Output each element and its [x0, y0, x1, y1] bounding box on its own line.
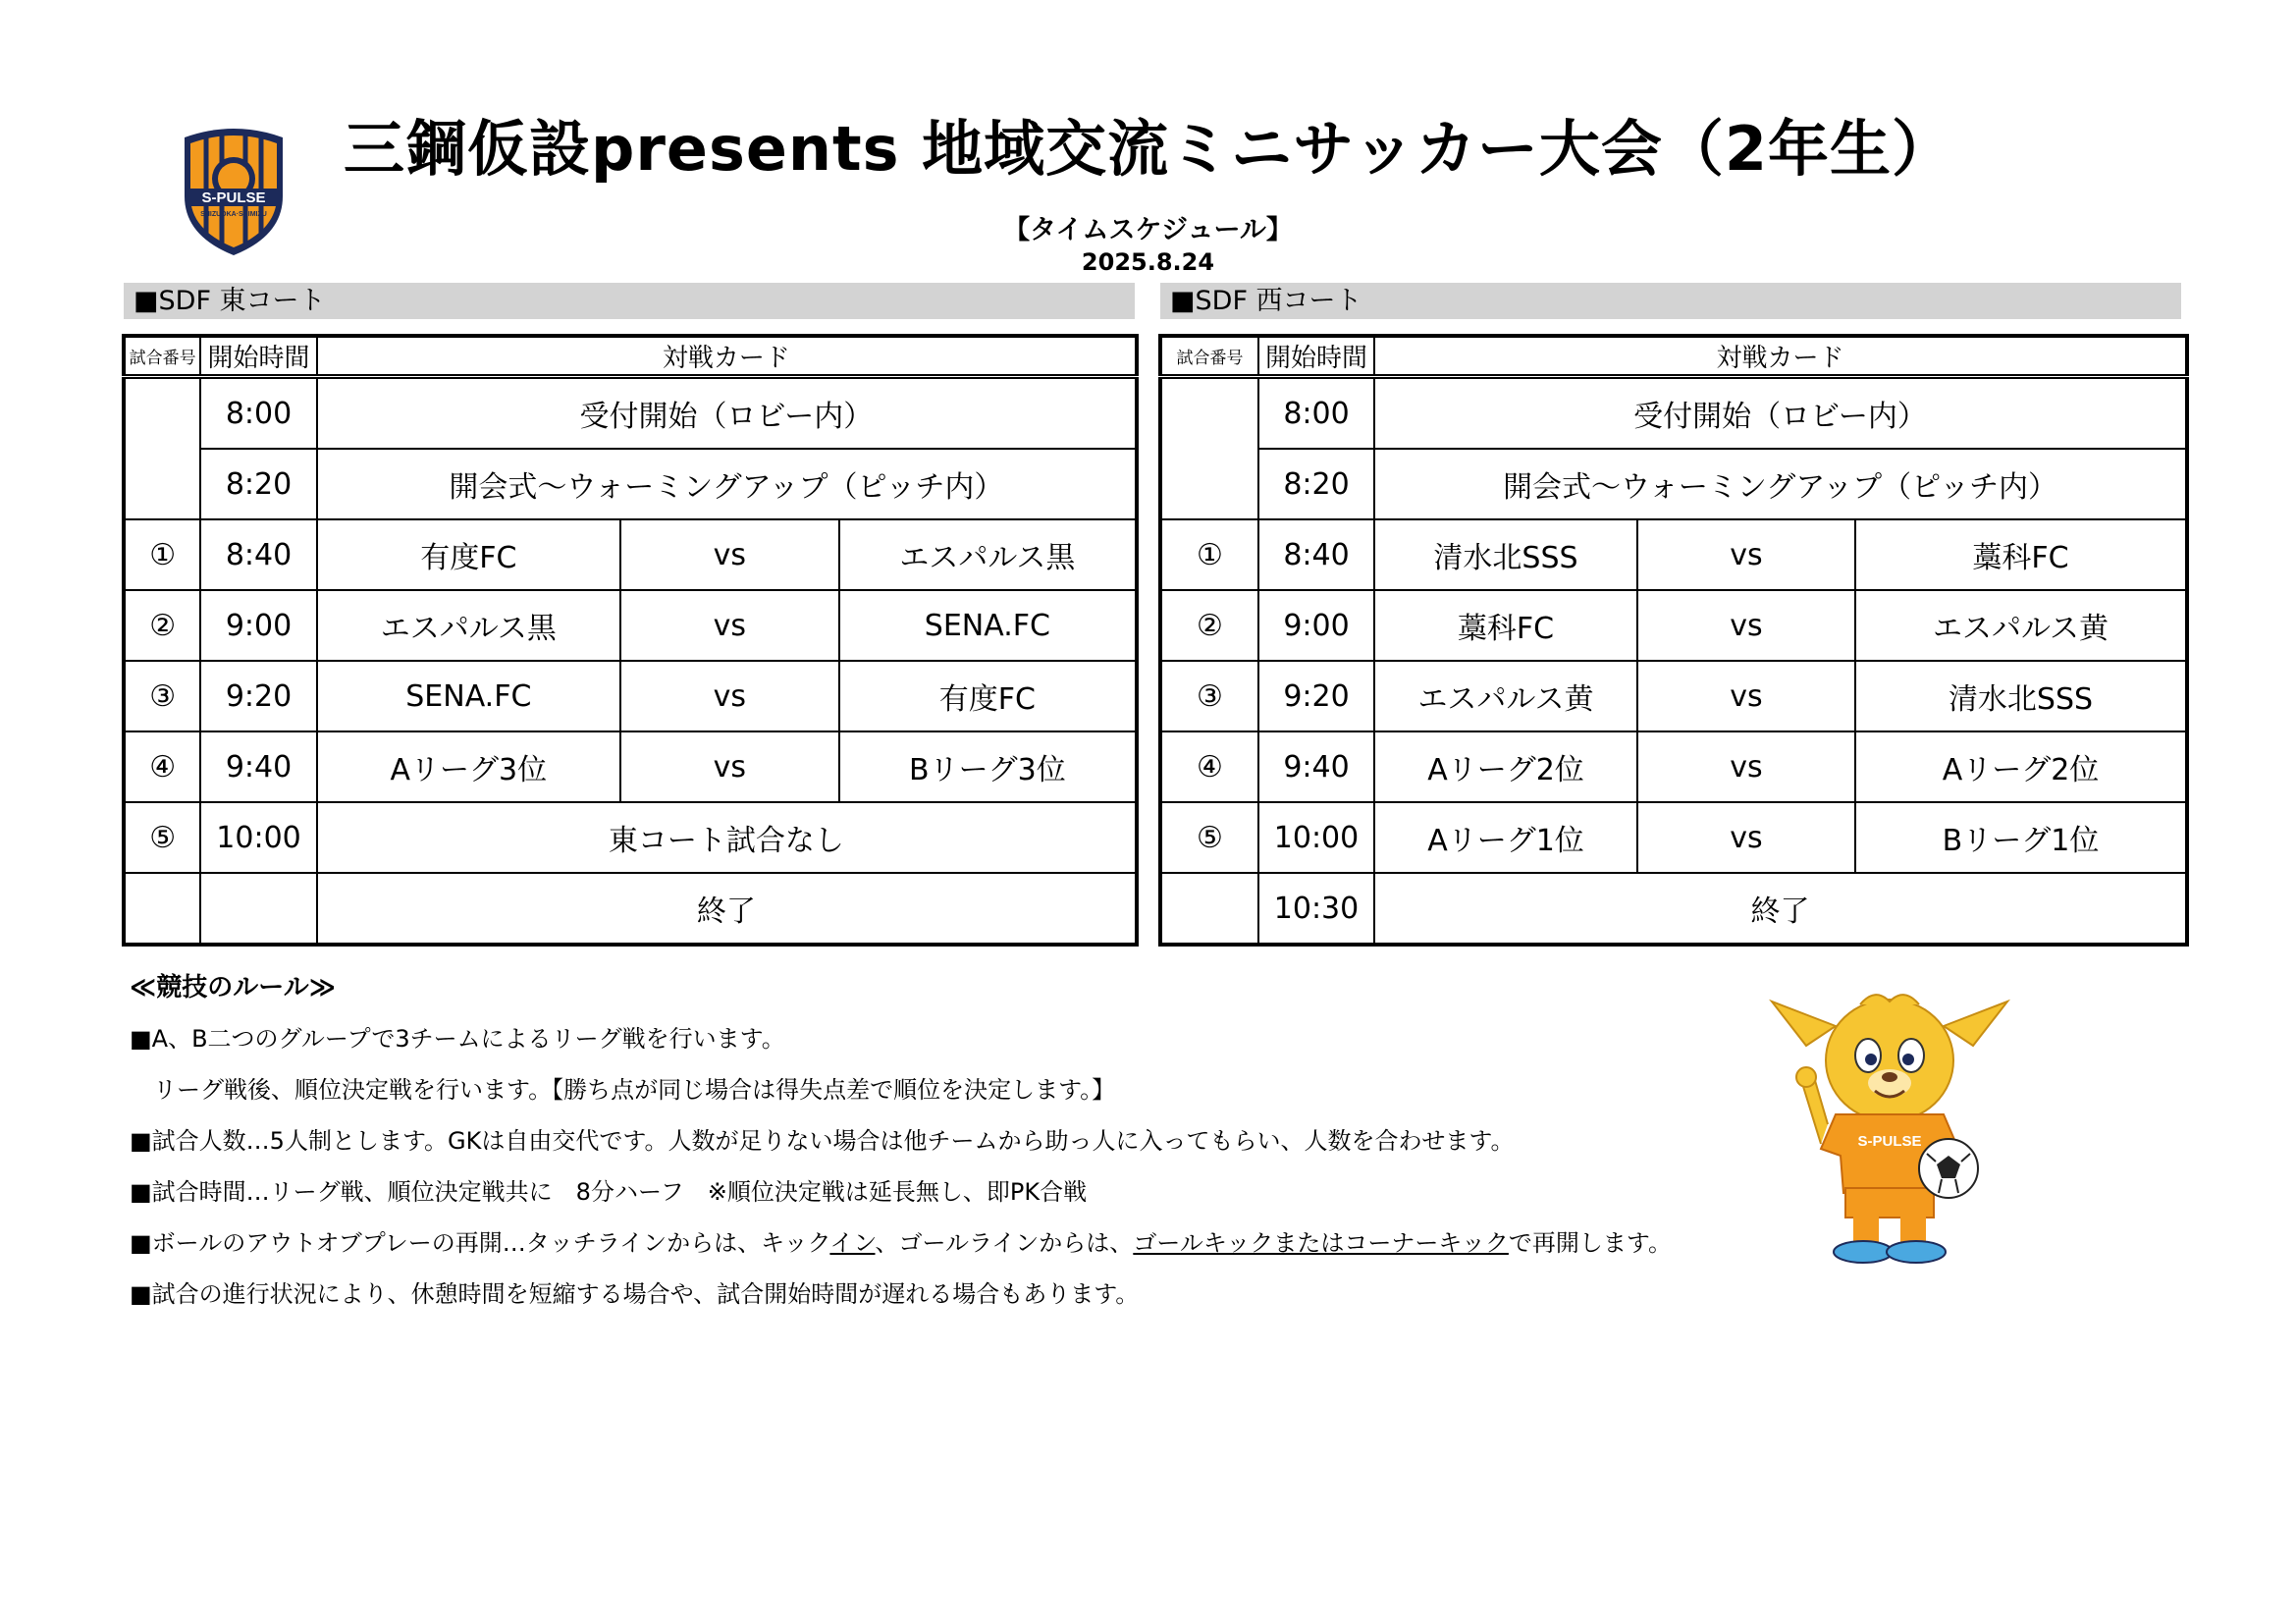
vs-cell: vs — [1637, 802, 1855, 873]
match-number-cell: ① — [1160, 519, 1258, 590]
event-cell: 開会式～ウォーミングアップ（ピッチ内） — [317, 449, 1137, 519]
svg-text:S-PULSE: S-PULSE — [1857, 1133, 1922, 1150]
header-match-card: 対戦カード — [1374, 336, 2187, 377]
time-cell: 8:40 — [1258, 519, 1374, 590]
table-row — [1160, 661, 2187, 731]
header-match-number: 試合番号 — [1160, 336, 1258, 377]
table-row — [124, 802, 1137, 873]
header-match-card: 対戦カード — [317, 336, 1137, 377]
away-team-cell: エスパルス黒 — [839, 519, 1137, 590]
away-team-cell: エスパルス黄 — [1855, 590, 2187, 661]
away-team-cell: Bリーグ1位 — [1855, 802, 2187, 873]
away-team-cell: Bリーグ3位 — [839, 731, 1137, 802]
home-team-cell: 藁科FC — [1374, 590, 1637, 661]
home-team-cell: エスパルス黒 — [317, 590, 620, 661]
rule-line: ■ボールのアウトオブプレーの再開…タッチラインからは、キックイン、ゴールラインからは、ゴールキックまたはコーナーキックで再開します。 — [130, 1229, 1672, 1257]
event-cell: 受付開始（ロビー内） — [1374, 377, 2187, 450]
match-number-cell: ③ — [1160, 661, 1258, 731]
west-schedule-table — [1158, 334, 2189, 947]
table-header-row — [124, 336, 1137, 377]
home-team-cell: Aリーグ2位 — [1374, 731, 1637, 802]
match-number-cell — [1160, 377, 1258, 520]
table-row — [124, 519, 1137, 590]
away-team-cell: SENA.FC — [839, 590, 1137, 661]
match-number-cell: ⑤ — [1160, 802, 1258, 873]
table-row — [124, 377, 1137, 450]
rule-line: ■A、B二つのグループで3チームによるリーグ戦を行います。 — [130, 1025, 785, 1053]
table-row — [1160, 731, 2187, 802]
time-cell: 8:00 — [1258, 377, 1374, 450]
away-team-cell: Aリーグ2位 — [1855, 731, 2187, 802]
home-team-cell: 有度FC — [317, 519, 620, 590]
table-row — [1160, 802, 2187, 873]
match-number-cell: ② — [124, 590, 200, 661]
table-row — [124, 731, 1137, 802]
time-cell: 9:20 — [200, 661, 316, 731]
rule-line: リーグ戦後、順位決定戦を行います。【勝ち点が同じ場合は得失点差で順位を決定します。】 — [130, 1076, 1116, 1104]
page-subtitle: 【タイムスケジュール】 — [1003, 215, 1293, 245]
event-cell: 終了 — [1374, 873, 2187, 945]
match-number-cell: ④ — [124, 731, 200, 802]
away-team-cell: 藁科FC — [1855, 519, 2187, 590]
time-cell: 10:00 — [1258, 802, 1374, 873]
match-number-cell: ④ — [1160, 731, 1258, 802]
away-team-cell: 有度FC — [839, 661, 1137, 731]
svg-text:SHIZUOKA·SHIMIZU: SHIZUOKA·SHIMIZU — [200, 211, 267, 218]
vs-cell: vs — [1637, 590, 1855, 661]
event-cell: 東コート試合なし — [317, 802, 1137, 873]
vs-cell: vs — [620, 731, 839, 802]
rule-line: ■試合人数…5人制とします。GKは自由交代です。人数が足りない場合は他チームから助っ人に入ってもらい、人数を合わせます。 — [130, 1127, 1515, 1155]
time-cell: 8:20 — [200, 449, 316, 519]
home-team-cell: Aリーグ1位 — [1374, 802, 1637, 873]
event-cell: 開会式～ウォーミングアップ（ピッチ内） — [1374, 449, 2187, 519]
time-cell: 8:40 — [200, 519, 316, 590]
time-cell: 10:30 — [1258, 873, 1374, 945]
vs-cell: vs — [620, 519, 839, 590]
table-header-row — [1160, 336, 2187, 377]
time-cell: 10:00 — [200, 802, 316, 873]
east-court-label: ■SDF 東コート — [124, 283, 1135, 319]
page-title: 三鋼仮設presents 地域交流ミニサッカー大会（2年生） — [343, 113, 1954, 185]
table-row — [1160, 519, 2187, 590]
time-cell: 9:40 — [200, 731, 316, 802]
mascot-illustration — [1767, 987, 2012, 1272]
vs-cell: vs — [1637, 731, 1855, 802]
time-cell: 9:40 — [1258, 731, 1374, 802]
rules-section — [130, 962, 1681, 1320]
time-cell: 9:20 — [1258, 661, 1374, 731]
time-cell: 9:00 — [200, 590, 316, 661]
table-row — [124, 449, 1137, 519]
vs-cell: vs — [1637, 661, 1855, 731]
table-row — [124, 590, 1137, 661]
home-team-cell: SENA.FC — [317, 661, 620, 731]
rules-heading: ≪競技のルール≫ — [130, 973, 336, 1002]
time-cell: 9:00 — [1258, 590, 1374, 661]
vs-cell: vs — [1637, 519, 1855, 590]
time-cell: 8:00 — [200, 377, 316, 450]
vs-cell: vs — [620, 661, 839, 731]
svg-text:S-PULSE: S-PULSE — [201, 189, 266, 206]
header-start-time: 開始時間 — [1258, 336, 1374, 377]
match-number-cell — [124, 377, 200, 520]
rule-line: ■試合の進行状況により、休憩時間を短縮する場合や、試合開始時間が遅れる場合もあります。 — [130, 1280, 1140, 1308]
home-team-cell: Aリーグ3位 — [317, 731, 620, 802]
vs-cell: vs — [620, 590, 839, 661]
event-date: 2025.8.24 — [1081, 248, 1215, 276]
table-row — [1160, 873, 2187, 945]
match-number-cell: ⑤ — [124, 802, 200, 873]
header-match-number: 試合番号 — [124, 336, 200, 377]
match-number-cell: ③ — [124, 661, 200, 731]
away-team-cell: 清水北SSS — [1855, 661, 2187, 731]
table-row — [1160, 377, 2187, 450]
table-row — [1160, 590, 2187, 661]
header-start-time: 開始時間 — [200, 336, 316, 377]
event-cell: 終了 — [317, 873, 1137, 945]
home-team-cell: エスパルス黄 — [1374, 661, 1637, 731]
match-number-cell: ② — [1160, 590, 1258, 661]
table-row — [124, 873, 1137, 945]
match-number-cell — [1160, 873, 1258, 945]
time-cell — [200, 873, 316, 945]
east-schedule-table — [122, 334, 1139, 947]
rule-line: ■試合時間…リーグ戦、順位決定戦共に 8分ハーフ ※順位決定戦は延長無し、即PK合戦 — [130, 1178, 1088, 1206]
event-cell: 受付開始（ロビー内） — [317, 377, 1137, 450]
home-team-cell: 清水北SSS — [1374, 519, 1637, 590]
match-number-cell — [124, 873, 200, 945]
table-row — [124, 661, 1137, 731]
match-number-cell: ① — [124, 519, 200, 590]
table-row — [1160, 449, 2187, 519]
time-cell: 8:20 — [1258, 449, 1374, 519]
west-court-label: ■SDF 西コート — [1160, 283, 2181, 319]
